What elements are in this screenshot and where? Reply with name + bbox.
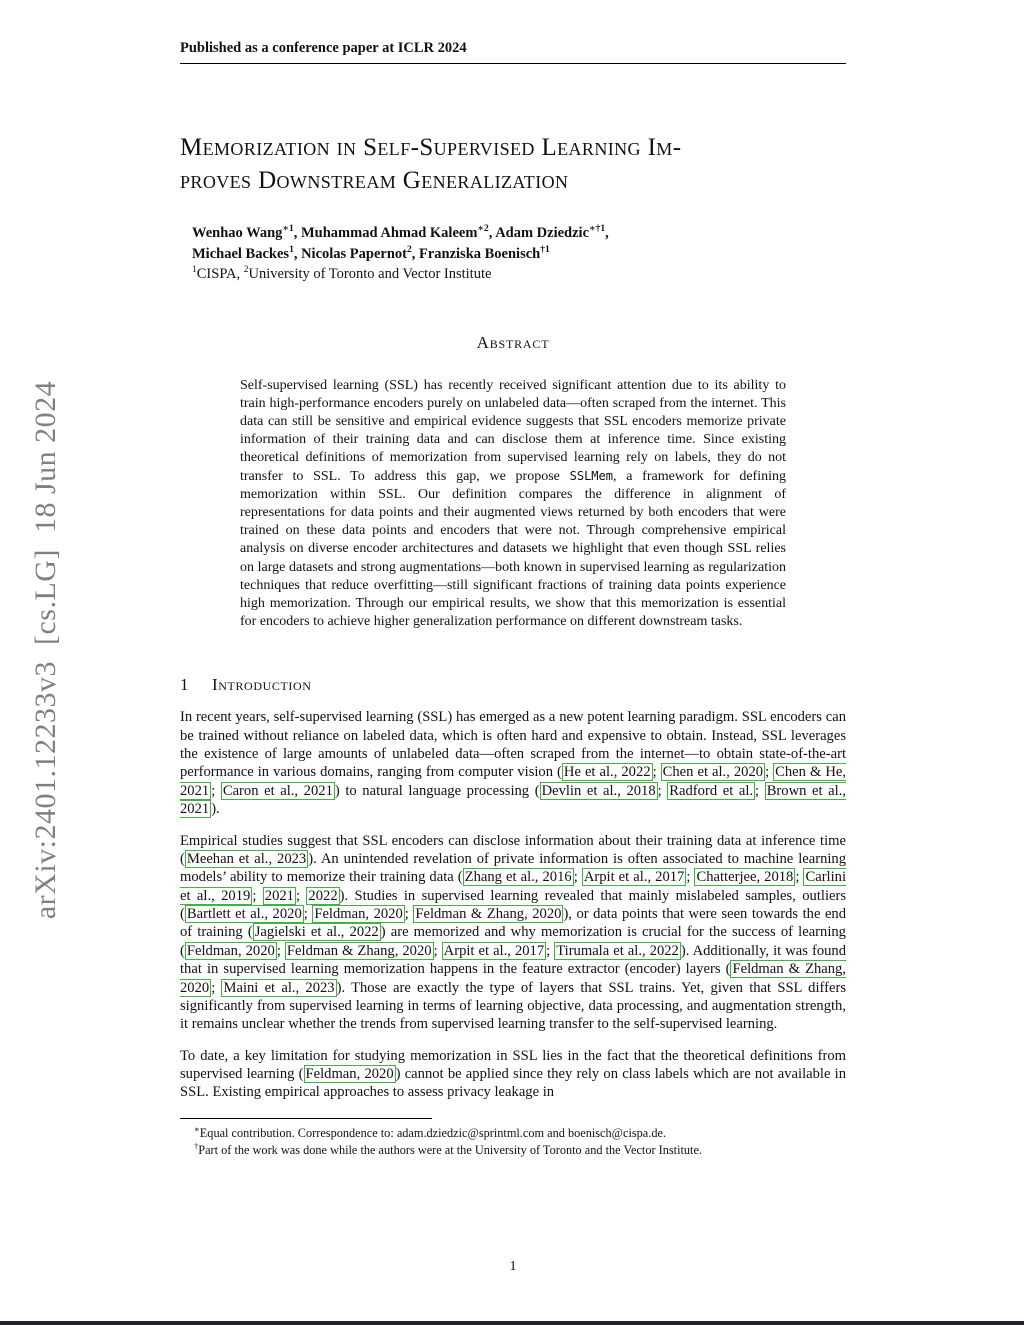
text-run: University of Toronto and Vector Institute [248, 266, 492, 283]
text-run: ; [303, 906, 313, 923]
text-run: ; [295, 887, 307, 904]
content-column [180, 0, 846, 1158]
text-run: Self-supervised learning (SSL) has recently received significant attention due to its ability to train high-performance encoders purely on unlabeled data—often scraped from the internet. This data can still be sensitive and empirical evidence suggests that SSL encoders memorize private information of their training data and can disclose them at inference time. Since existing theoretical definitions of memorization from supervised learning rely on labels, they do not transfer to SSL. To address this gap, we propose [240, 377, 786, 484]
arxiv-watermark: arXiv:2401.12233v3 [cs.LG] 18 Jun 2024 [29, 380, 62, 920]
citation-link[interactable]: 2022 [308, 887, 338, 904]
text-run: ; [573, 869, 582, 886]
text-run: Michael Backes [192, 245, 290, 262]
title-line-1: Memorization in Self-Supervised Learning Im- [180, 134, 682, 161]
intro-paragraph-3 [180, 1047, 846, 1102]
footnote-block [180, 1118, 846, 1159]
text-run: , [488, 225, 496, 241]
text-run: ; [433, 942, 442, 959]
citation-link[interactable]: Arpit et al., 2017 [583, 869, 685, 886]
text-run: ; [252, 887, 263, 904]
citation-link[interactable]: Zhang et al., 2016 [464, 869, 572, 886]
text-run: , [293, 225, 301, 241]
superscript: ∗2 [477, 224, 489, 235]
superscript: ∗1 [282, 224, 294, 235]
citation-link[interactable]: Chatterjee, 2018 [696, 869, 794, 886]
text-run: , [411, 245, 419, 262]
title-line-2: proves Downstream Generalization [180, 166, 569, 194]
text-run: In recent years, self-supervised learning (SSL) has emerged as a new potent learning paradigm. SSL encoders can be trained without reliance on labeled data, which is often hard and expensive to obtain. Instead, SSL leverages the existence of large amounts of unlabeled data—often scraped from the internet—to obtain state-of-the-art performance in various domains, ranging from computer vision ( [180, 709, 846, 781]
text-run: Wenhao Wang [192, 225, 283, 241]
citation-link[interactable]: Maini et al., 2023 [223, 979, 335, 996]
citation-link[interactable]: Chen & He, 2021 [180, 764, 847, 799]
abstract-heading: Abstract [476, 332, 550, 352]
section-title: Introduction [212, 675, 312, 695]
text-run: Nicolas Papernot [301, 245, 407, 262]
text-run: ). Studies in supervised learning revealed that mainly mislabeled samples, outliers ( [180, 887, 847, 923]
text-run: ), or data points that were seen towards the end of training ( [180, 906, 847, 941]
text-run: CISPA, [196, 266, 244, 283]
footnote-affiliation-note [180, 1141, 846, 1158]
viewer-bottom-edge [0, 1321, 1024, 1325]
citation-link[interactable]: Carlini et al., 2019 [180, 869, 847, 904]
citation-link[interactable]: Feldman, 2020 [305, 1066, 394, 1083]
citation-link[interactable]: Caron et al., 2021 [222, 782, 333, 799]
text-run: Part of the work was done while the authors were at the University of Toronto and the Vector Institute. [198, 1143, 703, 1158]
footnote-equal-contribution [180, 1124, 846, 1141]
conference-running-head: Published as a conference paper at ICLR 2024 [180, 40, 467, 56]
text-run: ). An unintended revelation of private information is often associated to machine learning models’ ability to memorize their training data ( [180, 850, 847, 886]
text-run: ; [211, 782, 221, 799]
text-run: Empirical studies suggest that SSL encoders can disclose information about their training data at inference time ( [180, 832, 846, 867]
citation-link[interactable]: Feldman & Zhang, 2020 [286, 942, 432, 959]
citation-link[interactable]: Tirumala et al., 2022 [556, 942, 679, 959]
text-run: ; [686, 869, 695, 886]
citation-link[interactable]: Feldman & Zhang, 2020 [180, 961, 847, 996]
citation-link[interactable]: Feldman, 2020 [186, 942, 275, 959]
text-run: ; [404, 906, 414, 923]
section-number: 1 [180, 675, 189, 695]
text-run: , [605, 225, 609, 241]
citation-link[interactable]: Jagielski et al., 2022 [254, 924, 379, 941]
author-block [192, 223, 846, 285]
text-run: To date, a key limitation for studying memorization in SSL lies in the fact that the theoretical definitions from supervised learning ( [180, 1047, 846, 1083]
paper-title [180, 132, 846, 197]
affiliation-line [192, 264, 846, 285]
text-run: ; [276, 942, 285, 959]
page-number: 1 [509, 1259, 517, 1274]
text-run: ). Additionally, it was found that in supervised learning memorization happens in the feature extractor (encoder) layers ( [180, 942, 847, 978]
superscript: 2 [406, 244, 412, 255]
text-run: , [293, 245, 302, 262]
superscript: 1 [192, 265, 197, 276]
text-run: ; [657, 782, 668, 799]
text-run: , a framework for defining memorization within SSL. Our definition compares the difference in alignment of representations for data points and their augmented views returned by both encoders that were trained on these data points and encoders that were not. Through comprehensive empirical analysis on diverse encoder architectures and datasets we highlight that even though SSL relies on large datasets and strong augmentations—both known in supervised learning as regularization techniques that reduce overfitting—still significant fractions of training data points experience high memorization. Through our empirical results, we show that this memorization is essential for encoders to achieve higher generalization performance on different downstream tasks. [240, 468, 787, 630]
text-run: Franziska Boenisch [418, 245, 541, 262]
citation-link[interactable]: Radford et al. [669, 782, 754, 799]
text-run: ) cannot be applied since they rely on class labels which are not available in SSL. Existing empirical approaches to assess privacy leakage in [180, 1066, 847, 1101]
citation-link[interactable]: Devlin et al., 2018 [541, 782, 656, 799]
text-run: ) to natural language processing ( [334, 782, 540, 799]
text-run: ; [795, 869, 804, 886]
text-run: Adam Dziedzic [495, 225, 590, 241]
superscript: † [194, 1141, 199, 1152]
text-run: ; [765, 764, 774, 781]
text-run: ). Those are exactly the type of layers that SSL trains. Yet, given that SSL differs significantly from supervised learning in terms of learning objective, data processing, and augmentation strength, it remains unclear whether the trends from supervised learning transfer to the self-supervised learning. [180, 979, 846, 1033]
citation-link[interactable]: 2021 [264, 887, 294, 904]
text-run: ; [546, 942, 555, 959]
superscript: †1 [540, 244, 550, 255]
intro-paragraph-1 [180, 708, 846, 818]
citation-link[interactable]: Feldman & Zhang, 2020 [415, 906, 562, 923]
intro-paragraph-2 [180, 832, 846, 1034]
citation-link[interactable]: Arpit et al., 2017 [443, 942, 545, 959]
citation-link[interactable]: Bartlett et al., 2020 [186, 906, 302, 923]
citation-link[interactable]: He et al., 2022 [563, 764, 651, 781]
citation-link[interactable]: Chen et al., 2020 [662, 764, 764, 781]
section-heading-introduction [180, 675, 846, 695]
author-line-2 [192, 244, 846, 265]
text-run: ; [652, 764, 661, 781]
author-line-1 [192, 223, 846, 244]
header-rule [180, 63, 846, 64]
superscript: ∗ [194, 1123, 200, 1134]
abstract-body [240, 377, 786, 632]
text-run: Equal contribution. Correspondence to: adam.dziedzic@sprintml.com and boenisch@cispa.de. [199, 1125, 667, 1140]
superscript: 2 [243, 265, 249, 276]
citation-link[interactable]: Feldman, 2020 [314, 906, 403, 923]
text-run: ; [211, 979, 222, 996]
citation-link[interactable]: Brown et al., 2021 [180, 782, 846, 818]
text-run: ). [211, 801, 220, 818]
superscript: 1 [289, 244, 294, 255]
citation-link[interactable]: Meehan et al., 2023 [186, 850, 307, 867]
text-run: ) are memorized and why memorization is crucial for the success of learning ( [180, 924, 846, 959]
footnote-rule [180, 1118, 432, 1119]
text-run: ; [755, 782, 765, 799]
superscript: ∗†1 [589, 224, 606, 235]
text-run: SSLMem [569, 468, 614, 483]
text-run: Muhammad Ahmad Kaleem [300, 225, 478, 241]
